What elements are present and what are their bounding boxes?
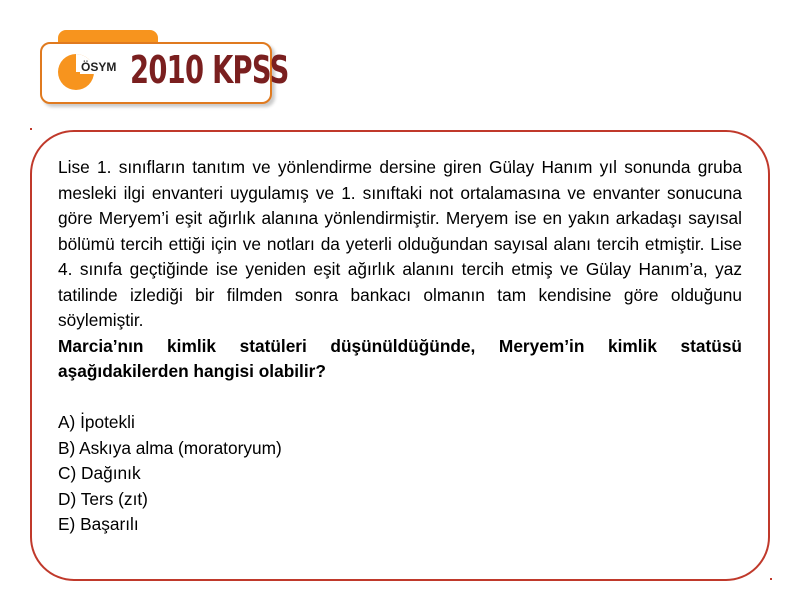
logo-title-text: 2010 KPSS — [130, 48, 289, 92]
decorative-dot — [30, 128, 32, 130]
question-content — [58, 155, 742, 538]
question-prompt: Marcia’nın kimlik statüleri düşünüldüğünde, Meryem’in kimlik statüsü aşağıdakilerden hangisi olabilir? — [58, 335, 742, 381]
logo-org-text: ÖSYM — [81, 60, 117, 74]
answer-option-b[interactable]: B) Askıya alma (moratoryum) — [58, 437, 282, 458]
answer-option-a[interactable]: A) İpotekli — [58, 412, 135, 432]
question-stem: Lise 1. sınıfların tanıtım ve yönlendirme dersine giren Gülay Hanım yıl sonunda gruba mesleki ilgi envanteri uygulamış ve 1. sınıftaki not ortalamasına ve envanter sonucuna göre Meryem’i eşit ağırlık alanına yönlendirmiştir. Meryem ise en yakın arkadaşı sayısal bölümü tercih ettiği için ve notları da yeterli olduğundan sayısal alanı tercih etmiştir. Lise 4. sınıfa geçtiğinde ise yeniden eşit ağırlık alanını tercih etmiş ve Gülay Hanım’a, yaz tatilinde izlediği bir filmden sonra bankacı olmanın tam kendisine göre olduğunu söylemiştir. — [58, 157, 742, 330]
osym-kpss-logo — [40, 42, 289, 104]
decorative-dot — [770, 578, 772, 580]
answer-option-c[interactable]: C) Dağınık — [58, 463, 141, 483]
answer-option-d[interactable]: D) Ters (zıt) — [58, 488, 148, 509]
answer-option-e[interactable]: E) Başarılı — [58, 514, 139, 534]
answer-options — [58, 410, 742, 538]
